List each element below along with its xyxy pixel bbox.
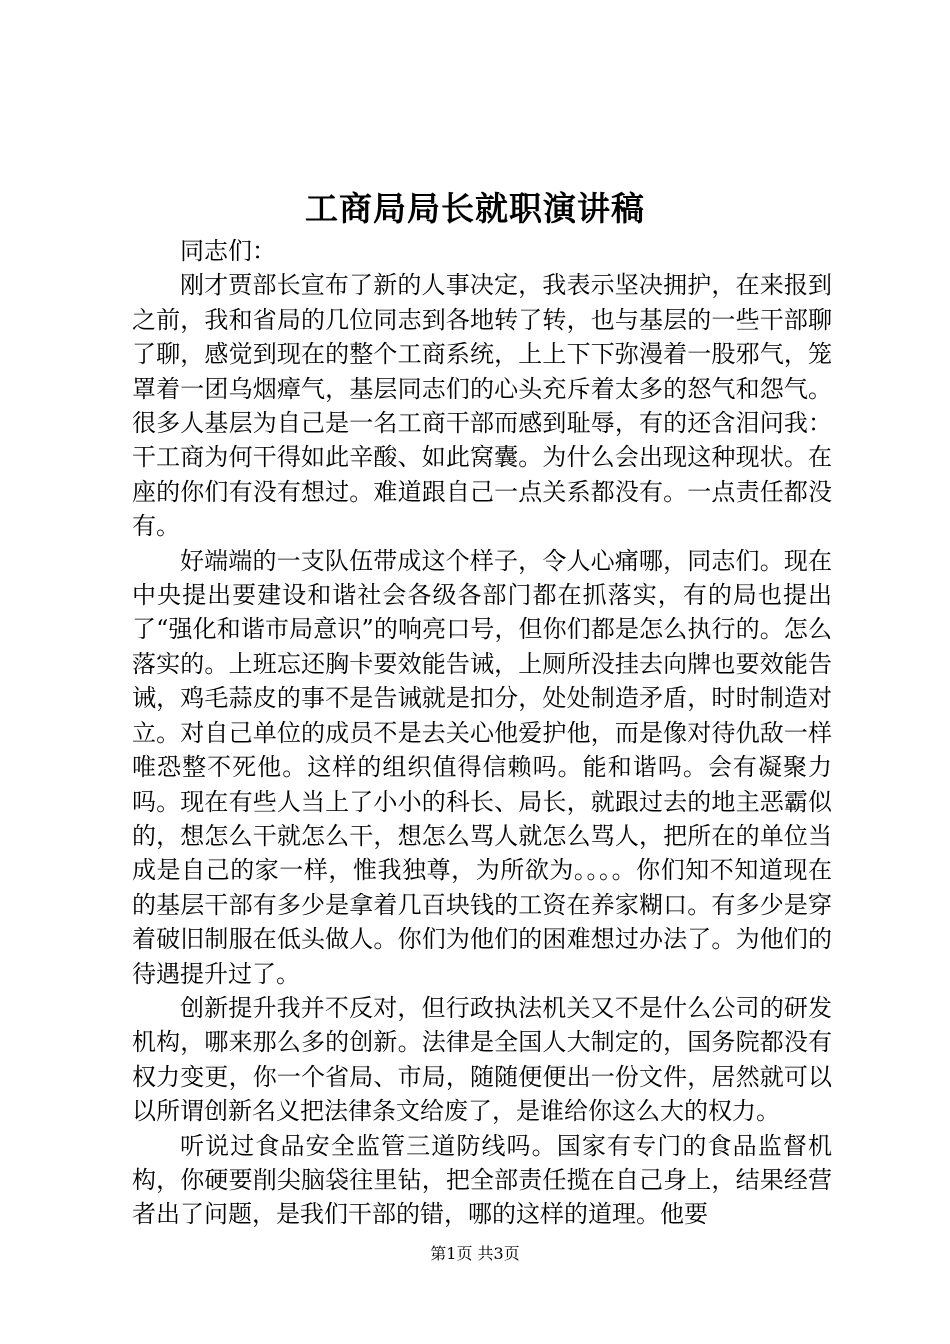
body-paragraph: 创新提升我并不反对，但行政执法机关又不是什么公司的研发机构，哪来那么多的创新。法律是全国人大制定的，国务院都没有权力变更，你一个省局、市局，随随便便出一份文件，居然就可以以所谓创新名义把法律条文给废了，是谁给你这么大的权力。 [132, 993, 832, 1126]
document-body [132, 234, 832, 1232]
body-paragraph: 好端端的一支队伍带成这个样子，令人心痛哪，同志们。现在中央提出要建设和谐社会各级各部门都在抓落实，有的局也提出了“强化和谐市局意识”的响亮口号，但你们都是怎么执行的。怎么落实的。上班忘还胸卡要效能告诫，上厕所没挂去向牌也要效能告诫，鸡毛蒜皮的事不是告诫就是扣分，处处制造矛盾，时时制造对立。对自己单位的成员不是去关心他爱护他，而是像对待仇敌一样唯恐整不死他。这样的组织值得信赖吗。能和谐吗。会有凝聚力吗。现在有些人当上了小小的科长、局长，就跟过去的地主恶霸似的，想怎么干就怎么干，想怎么骂人就怎么骂人，把所在的单位当成是自己的家一样，惟我独尊，为所欲为。。。。你们知不知道现在的基层干部有多少是拿着几百块钱的工资在养家糊口。有多少是穿着破旧制服在低头做人。你们为他们的困难想过办法了。为他们的待遇提升过了。 [132, 546, 832, 988]
page-footer: 第1页 共3页 [430, 1244, 520, 1263]
body-paragraph: 刚才贾部长宣布了新的人事决定，我表示坚决拥护，在来报到之前，我和省局的几位同志到各地转了转，也与基层的一些干部聊了聊，感觉到现在的整个工商系统，上上下下弥漫着一股邪气，笼罩着一团乌烟瘴气，基层同志们的心头充斥着太多的怒气和怨气。很多人基层为自己是一名工商干部而感到耻辱，有的还含泪问我：干工商为何干得如此辛酸、如此窝囊。为什么会出现这种现状。在座的你们有没有想过。难道跟自己一点关系都没有。一点责任都没有。 [132, 271, 832, 541]
body-paragraph: 听说过食品安全监管三道防线吗。国家有专门的食品监督机构，你硬要削尖脑袋往里钻，把全部责任揽在自己身上，结果经营者出了问题，是我们干部的错，哪的这样的道理。他要 [132, 1131, 832, 1229]
document-title: 工商局局长就职演讲稿 [305, 189, 645, 228]
salutation: 同志们： [180, 237, 276, 265]
